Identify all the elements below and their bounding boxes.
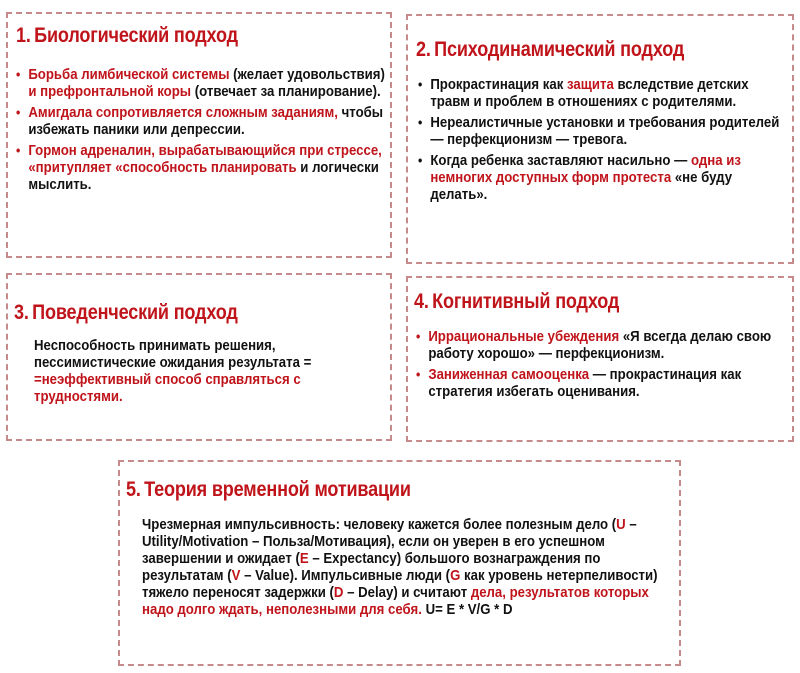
- body-text: — прокрастинация как стратегия избегать оценивания.: [428, 366, 742, 400]
- highlight-text: U: [616, 516, 626, 533]
- highlight-text: Гормон адреналин, вырабатывающийся при стрессе, «притупляет «способность планировать: [28, 142, 382, 176]
- bullet-icon: •: [416, 328, 421, 344]
- highlight-text: G: [450, 567, 461, 584]
- bullet-icon: •: [418, 114, 423, 130]
- highlight-text: дела, результатов которых надо долго ждать, неполезными для себя.: [142, 584, 649, 618]
- bullet-list: [418, 76, 781, 203]
- card-title-text: Биологический подход: [34, 24, 238, 47]
- highlight-text: D: [333, 584, 344, 601]
- highlight-text: E: [299, 550, 309, 567]
- body-text: U= E * V/G * D: [425, 601, 513, 618]
- body-text: – Value). Импульсивные люди (: [240, 567, 451, 584]
- card-title: [16, 24, 238, 48]
- list-item: [418, 114, 781, 148]
- card-body: [34, 337, 382, 405]
- body-text: (отвечает за планирование).: [194, 83, 381, 100]
- list-item: [16, 104, 386, 138]
- bullet-icon: •: [416, 366, 421, 382]
- highlight-text: Иррациональные убеждения: [428, 328, 623, 345]
- card-cognitive: [406, 276, 794, 442]
- card-number: 1.: [16, 24, 31, 47]
- card-body: [418, 76, 781, 207]
- body-text: Чрезмерная импульсивность: человеку кажется более полезным дело (: [142, 516, 617, 533]
- bullet-icon: •: [16, 66, 21, 82]
- body-text: вследствие детских травм и проблем в отношениях с родителями.: [430, 76, 749, 110]
- card-biological: [6, 12, 392, 258]
- highlight-text: Заниженная самооценка: [428, 366, 593, 383]
- highlight-text: =неэффективный способ справляться с трудностями.: [34, 371, 301, 405]
- card-body: [142, 516, 659, 618]
- bullet-list: [416, 328, 786, 400]
- card-body: [416, 328, 786, 404]
- card-title: [14, 301, 238, 325]
- body-text: Прокрастинация как: [430, 76, 568, 93]
- body-text: – Utility/Motivation – Польза/Мотивация), если он уверен в его успешном завершении и ожидает (: [142, 516, 637, 567]
- body-text: – Expectancy) большого вознаграждения по результатам (: [142, 550, 601, 584]
- list-item: [416, 328, 786, 362]
- card-number: 4.: [414, 290, 429, 313]
- bullet-icon: •: [418, 76, 423, 92]
- highlight-text: Борьба лимбической системы: [28, 66, 234, 83]
- list-item: [16, 142, 386, 193]
- card-title: [126, 478, 411, 502]
- card-body: [16, 66, 386, 197]
- list-item: [418, 76, 781, 110]
- body-text: чтобы избежать паники или депрессии.: [28, 104, 384, 138]
- card-number: 5.: [126, 478, 141, 501]
- body-text: Нереалистичные установки и требования родителей — перфекционизм — тревога.: [430, 114, 780, 148]
- body-text: Когда ребенка заставляют насильно —: [430, 152, 691, 169]
- card-temporal-motivation: [118, 460, 681, 666]
- list-item: [418, 152, 781, 203]
- highlight-text: Амигдала сопротивляется сложным заданиям,: [28, 104, 342, 121]
- body-text: и логически мыслить.: [28, 159, 379, 193]
- card-title-text: Теория временной мотивации: [144, 478, 411, 501]
- bullet-icon: •: [418, 152, 423, 168]
- card-number: 3.: [14, 301, 29, 324]
- list-item: [16, 66, 386, 100]
- card-title-text: Когнитивный подход: [432, 290, 620, 313]
- card-number: 2.: [416, 38, 431, 61]
- body-text: – Delay) и считают: [343, 584, 471, 601]
- highlight-text: одна из немногих доступных форм протеста: [430, 152, 741, 186]
- list-item: [416, 366, 786, 400]
- bullet-icon: •: [16, 142, 21, 158]
- bullet-icon: •: [16, 104, 21, 120]
- card-title-text: Поведенческий подход: [32, 301, 238, 324]
- body-text: «Я всегда делаю свою работу хорошо» — перфекционизм.: [428, 328, 772, 362]
- card-title: [416, 38, 684, 62]
- body-text: как уровень нетерпеливости) тяжело переносят задержки (: [142, 567, 658, 601]
- card-behavioral: [6, 273, 392, 441]
- highlight-text: и префронтальной коры: [28, 83, 195, 100]
- card-title-text: Психодинамический подход: [434, 38, 685, 61]
- bullet-list: [16, 66, 386, 193]
- card-psychodynamic: [406, 14, 794, 264]
- highlight-text: V: [231, 567, 241, 584]
- card-title: [414, 290, 619, 314]
- body-text: Неспособность принимать решения, пессимистические ожидания результата =: [34, 337, 312, 371]
- highlight-text: защита: [567, 76, 618, 93]
- body-text: (желает удовольствия): [233, 66, 385, 83]
- body-text: «не буду делать».: [430, 169, 733, 203]
